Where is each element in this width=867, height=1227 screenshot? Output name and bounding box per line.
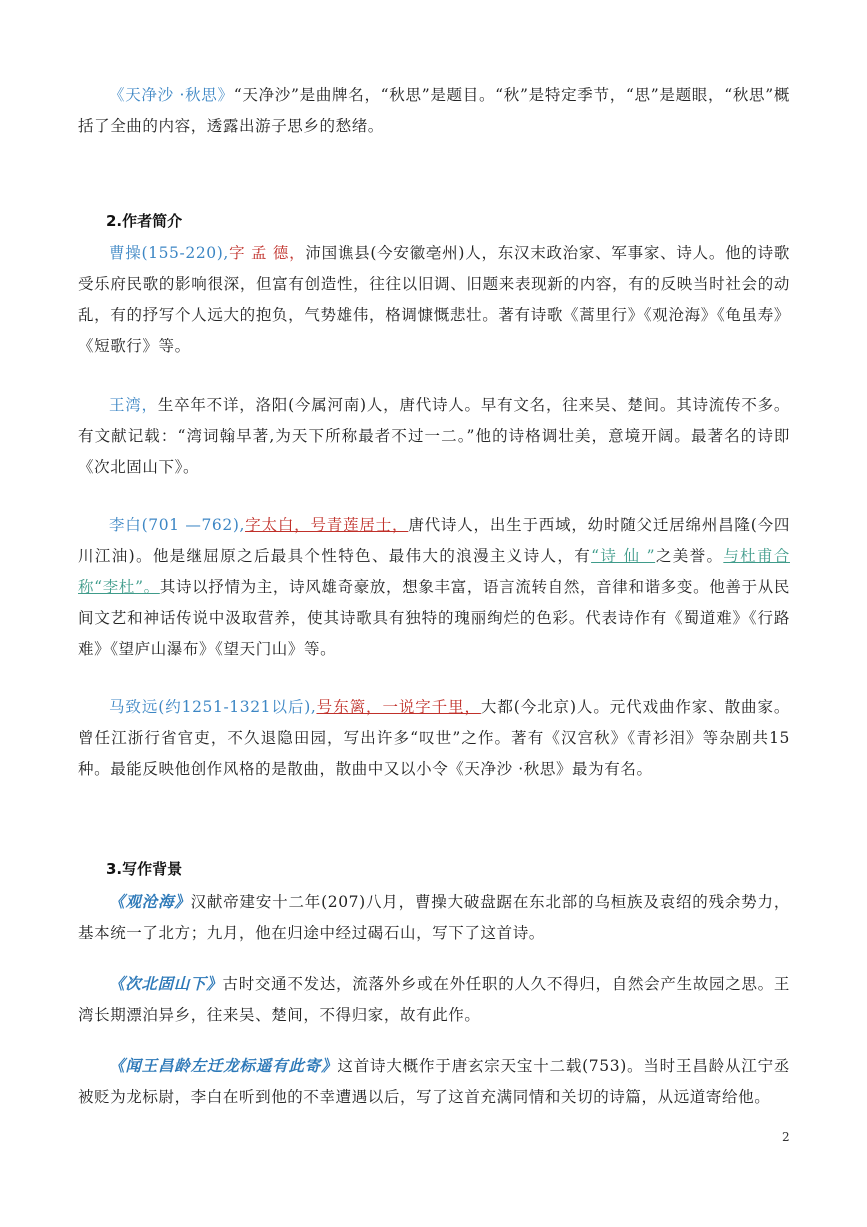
section-heading-background: 3.写作背景	[106, 860, 183, 878]
author-mazhiyuan	[78, 692, 790, 785]
section-heading-author: 2.作者简介	[106, 212, 183, 230]
libai-du-label: 与杜甫合称“李杜”。	[78, 547, 790, 596]
background-guancanghai	[78, 886, 790, 949]
background-text: 汉献帝建安十二年(207)八月，曹操大破盘踞在东北部的乌桓族及袁绍的残余势力，基本统一了北方；九月，他在归途中经过碣石山，写下了这首诗。	[78, 893, 790, 942]
author-libai	[78, 510, 790, 665]
poem-title: 《次北固山下》	[109, 974, 223, 993]
author-text: 大都(今北京)人。元代戏曲作家、散曲家。曾任江浙行省官吏，不久退隐田园，写出许多“叹世”之作。著有《汉宫秋》《青衫泪》等杂剧共15种。最能反映他创作风格的是散曲，散曲中又以小令《天净沙 ·秋思》最为有名。	[78, 698, 790, 778]
author-text: 唐代诗人，出生于西域，幼时随父迁居绵州昌隆(今四川江油)。他是继屈原之后最具个性特色、最伟大的浪漫主义诗人，有	[78, 516, 790, 565]
author-hao: 号东篱，一说字千里，	[316, 698, 481, 716]
intro-paragraph	[78, 80, 790, 142]
author-text: 其诗以抒情为主，诗风雄奇豪放，想象丰富，语言流转自然，音律和谐多变。他善于从民间文艺和神话传说中汲取营养，使其诗歌具有独特的瑰丽绚烂的色彩。代表诗作有《蜀道难》《行路难》《望庐山瀑布》《望天门山》等。	[78, 578, 790, 658]
poem-title: 《天净沙 ·秋思》	[109, 86, 234, 104]
author-zi: 字太白，号青莲居士，	[245, 516, 409, 534]
author-text: 之美誉。	[655, 547, 724, 565]
poem-title: 《闻王昌龄左迁龙标遥有此寄》	[109, 1056, 338, 1075]
poem-title: 《观沧海》	[109, 892, 191, 911]
shixian-label: “诗 仙 ”	[591, 547, 656, 565]
author-text: 生卒年不详，洛阳(今属河南)人，唐代诗人。早有文名，往来吴、楚间。其诗流传不多。有文献记载：“湾词翰早著,为天下所称最者不过一二。”他的诗格调壮美，意境开阔。最著名的诗即《次北固山下》。	[78, 396, 790, 476]
author-name: 王湾，	[109, 396, 158, 414]
author-wangwan	[78, 390, 790, 483]
author-name: 马致远(约1251-1321以后),	[109, 698, 317, 716]
background-wenwang	[78, 1050, 790, 1113]
author-zi: 字 孟 德，	[228, 244, 306, 262]
author-name: 曹操(155-220),	[109, 244, 229, 262]
author-caocao	[78, 238, 790, 362]
author-text: 沛国谯县(今安徽亳州)人，东汉末政治家、军事家、诗人。他的诗歌受乐府民歌的影响很深，但富有创造性，往往以旧调、旧题来表现新的内容，有的反映当时社会的动乱，有的抒写个人远大的抱负，气势雄伟，格调慷慨悲壮。著有诗歌《蒿里行》《观沧海》《龟虽寿》《短歌行》等。	[78, 244, 790, 355]
background-text: 古时交通不发达，流落外乡或在外任职的人久不得归，自然会产生故园之思。王湾长期漂泊异乡，往来吴、楚间，不得归家，故有此作。	[78, 975, 790, 1024]
intro-text: “天净沙”是曲牌名，“秋思”是题目。“秋”是特定季节，“思”是题眼，“秋思”概括了全曲的内容，透露出游子思乡的愁绪。	[78, 86, 790, 135]
background-text: 这首诗大概作于唐玄宗天宝十二载(753)。当时王昌龄从江宁丞被贬为龙标尉，李白在听到他的不幸遭遇以后，写了这首充满同情和关切的诗篇，从远道寄给他。	[78, 1057, 790, 1106]
page-number: 2	[782, 1130, 790, 1144]
background-cibeigushan	[78, 968, 790, 1031]
author-name: 李白(701 —762),	[109, 516, 246, 534]
